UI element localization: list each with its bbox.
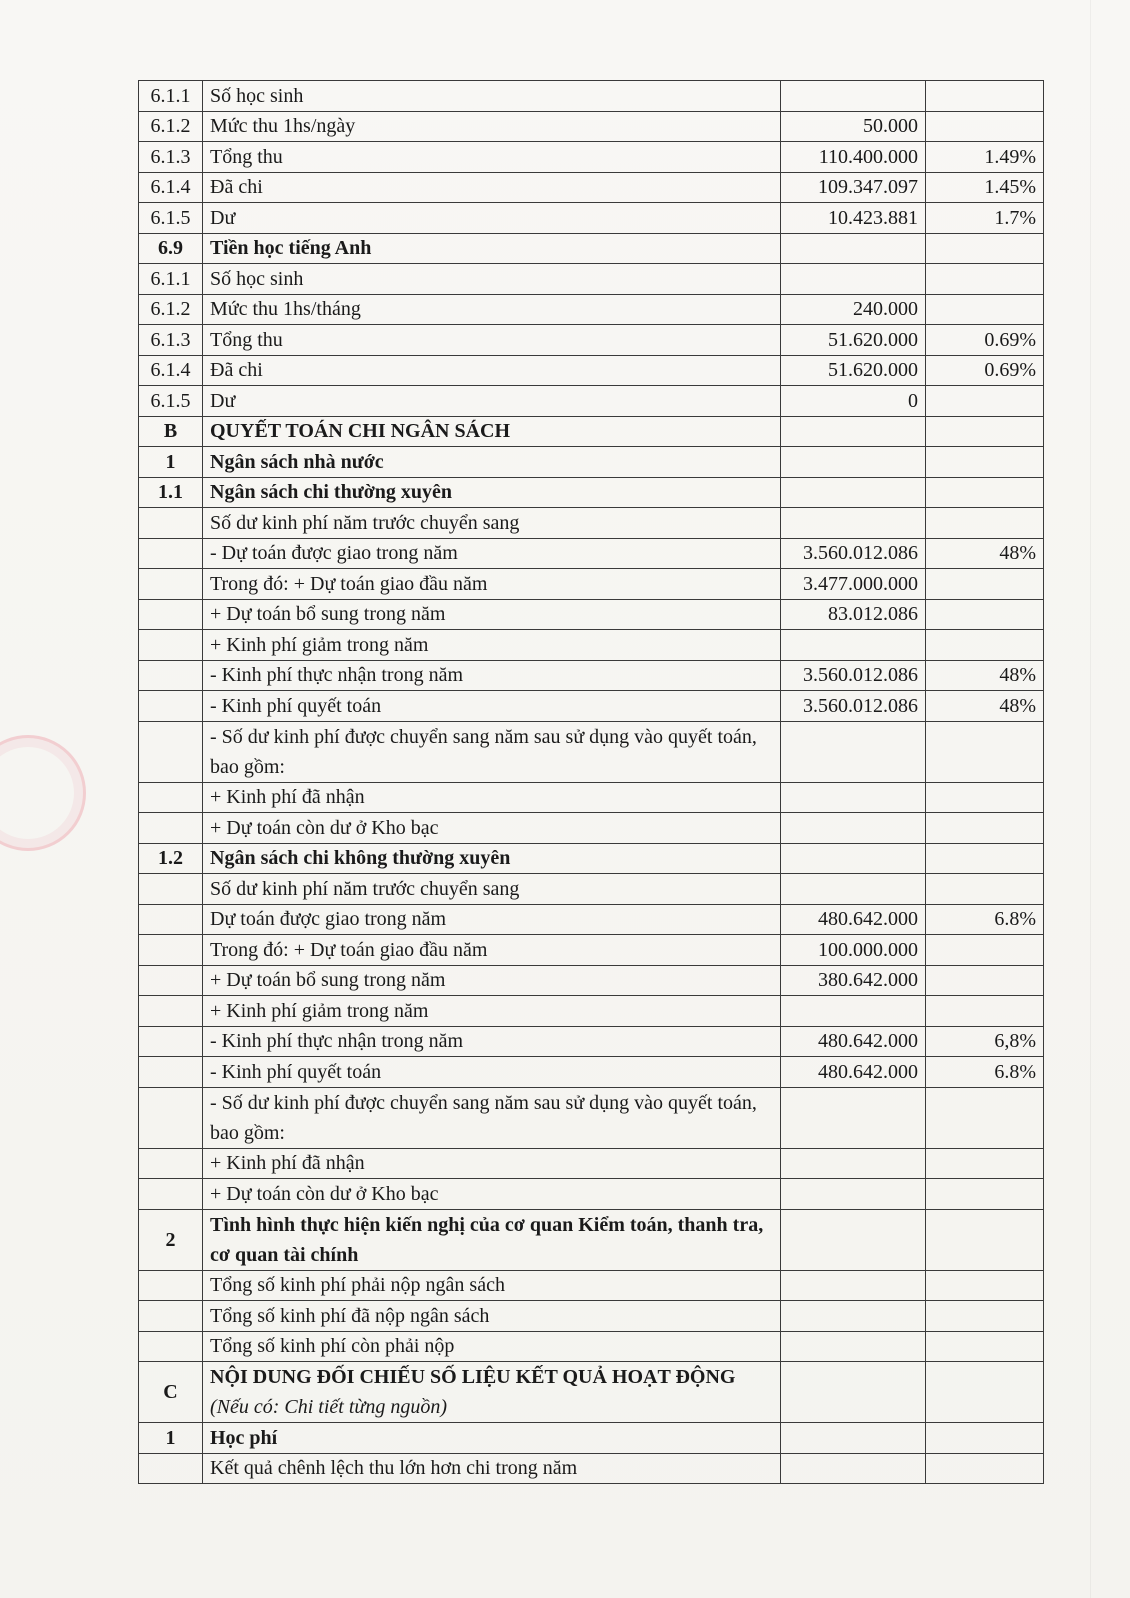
row-label-text: Ngân sách chi không thường xuyên	[210, 847, 511, 869]
row-amount	[781, 81, 926, 112]
row-label-text: QUYẾT TOÁN CHI NGÂN SÁCH	[210, 420, 511, 442]
row-label-text: - Số dư kinh phí được chuyển sang năm sau sử dụng vào quyết toán, bao gồm:	[210, 725, 757, 778]
row-label	[203, 386, 781, 417]
row-label	[203, 233, 781, 264]
budget-settlement-table	[138, 80, 1044, 1484]
row-percent	[926, 1331, 1044, 1362]
row-amount: 110.400.000	[781, 142, 926, 173]
row-percent: 1.49%	[926, 142, 1044, 173]
row-amount: 480.642.000	[781, 904, 926, 935]
table-row	[139, 172, 1044, 203]
table-row	[139, 81, 1044, 112]
page-fold-shadow	[1090, 0, 1091, 1598]
row-amount: 51.620.000	[781, 325, 926, 356]
table-row	[139, 935, 1044, 966]
table-row	[139, 691, 1044, 722]
row-percent: 1.45%	[926, 172, 1044, 203]
row-amount	[781, 1301, 926, 1332]
row-label-text: Dư	[210, 389, 236, 412]
row-code	[139, 935, 203, 966]
table-row	[139, 813, 1044, 844]
table-row	[139, 386, 1044, 417]
row-label-text: + Dự toán bổ sung trong năm	[210, 969, 446, 991]
row-percent	[926, 81, 1044, 112]
row-code	[139, 996, 203, 1027]
row-code	[139, 1057, 203, 1088]
row-percent	[926, 1301, 1044, 1332]
row-label-text: - Kinh phí quyết toán	[210, 694, 382, 717]
row-amount	[781, 843, 926, 874]
table-row	[139, 1453, 1044, 1484]
row-code: 6.1.2	[139, 294, 203, 325]
row-code	[139, 1301, 203, 1332]
row-amount: 10.423.881	[781, 203, 926, 234]
table-row	[139, 538, 1044, 569]
row-amount	[781, 813, 926, 844]
row-label	[203, 264, 781, 295]
row-code	[139, 904, 203, 935]
table-row	[139, 1087, 1044, 1148]
row-code: 6.1.3	[139, 142, 203, 173]
row-label-text: Tổng số kinh phí còn phải nộp	[210, 1335, 455, 1357]
row-amount	[781, 1270, 926, 1301]
row-code	[139, 538, 203, 569]
row-amount: 480.642.000	[781, 1026, 926, 1057]
row-label-text: + Dự toán còn dư ở Kho bạc	[210, 816, 439, 839]
row-amount	[781, 1423, 926, 1454]
row-label	[203, 721, 781, 782]
row-amount: 480.642.000	[781, 1057, 926, 1088]
table-row	[139, 569, 1044, 600]
row-percent	[926, 386, 1044, 417]
row-amount	[781, 1148, 926, 1179]
row-label	[203, 1331, 781, 1362]
row-amount	[781, 1362, 926, 1423]
row-label	[203, 1026, 781, 1057]
row-amount: 3.560.012.086	[781, 660, 926, 691]
table-row	[139, 1301, 1044, 1332]
table-row	[139, 1362, 1044, 1423]
row-amount: 240.000	[781, 294, 926, 325]
row-code	[139, 721, 203, 782]
row-label-text: Tổng thu	[210, 328, 283, 351]
row-amount: 0	[781, 386, 926, 417]
table-row	[139, 1423, 1044, 1454]
row-label-note: (Nếu có: Chi tiết từng nguồn)	[210, 1396, 447, 1418]
row-percent: 6.8%	[926, 904, 1044, 935]
row-code	[139, 965, 203, 996]
row-percent	[926, 1453, 1044, 1484]
table-row	[139, 660, 1044, 691]
row-code: 1.2	[139, 843, 203, 874]
row-label	[203, 416, 781, 447]
row-code	[139, 782, 203, 813]
row-label-text: Số học sinh	[210, 267, 304, 290]
table-row	[139, 142, 1044, 173]
table-row	[139, 447, 1044, 478]
row-label	[203, 1362, 781, 1423]
table-row	[139, 721, 1044, 782]
row-percent: 48%	[926, 660, 1044, 691]
table-row	[139, 904, 1044, 935]
row-amount: 3.560.012.086	[781, 538, 926, 569]
table-row	[139, 599, 1044, 630]
row-amount: 100.000.000	[781, 935, 926, 966]
row-label	[203, 172, 781, 203]
row-amount: 3.560.012.086	[781, 691, 926, 722]
row-amount	[781, 1209, 926, 1270]
row-percent	[926, 996, 1044, 1027]
row-code	[139, 508, 203, 539]
row-percent	[926, 843, 1044, 874]
row-code: 6.1.2	[139, 111, 203, 142]
row-percent: 1.7%	[926, 203, 1044, 234]
table-body	[139, 81, 1044, 1484]
row-code: 6.1.1	[139, 264, 203, 295]
row-amount	[781, 264, 926, 295]
row-label	[203, 447, 781, 478]
table-row	[139, 233, 1044, 264]
row-percent	[926, 111, 1044, 142]
row-amount	[781, 233, 926, 264]
row-percent	[926, 813, 1044, 844]
row-percent	[926, 599, 1044, 630]
row-amount	[781, 416, 926, 447]
table-row	[139, 1148, 1044, 1179]
row-percent	[926, 1148, 1044, 1179]
row-percent	[926, 1179, 1044, 1210]
row-label-text: Đã chi	[210, 176, 263, 198]
row-label	[203, 782, 781, 813]
row-percent	[926, 721, 1044, 782]
row-percent	[926, 233, 1044, 264]
row-label	[203, 996, 781, 1027]
row-percent: 6.8%	[926, 1057, 1044, 1088]
row-label-text: Mức thu 1hs/tháng	[210, 298, 361, 320]
row-percent	[926, 874, 1044, 905]
row-label	[203, 508, 781, 539]
row-label-text: Số học sinh	[210, 84, 304, 107]
row-amount	[781, 782, 926, 813]
row-label	[203, 965, 781, 996]
row-label	[203, 203, 781, 234]
row-amount	[781, 630, 926, 661]
row-label	[203, 1301, 781, 1332]
row-code: 1	[139, 447, 203, 478]
row-code: 6.9	[139, 233, 203, 264]
row-code	[139, 630, 203, 661]
row-label	[203, 1148, 781, 1179]
row-label-text: Đã chi	[210, 359, 263, 381]
row-label	[203, 355, 781, 386]
row-code	[139, 599, 203, 630]
table-row	[139, 325, 1044, 356]
row-label-text: - Số dư kinh phí được chuyển sang năm sau sử dụng vào quyết toán, bao gồm:	[210, 1091, 757, 1144]
row-label	[203, 569, 781, 600]
row-code: 2	[139, 1209, 203, 1270]
table-row	[139, 1331, 1044, 1362]
row-code	[139, 1087, 203, 1148]
row-label-text: + Kinh phí đã nhận	[210, 786, 365, 808]
row-amount	[781, 874, 926, 905]
row-percent	[926, 630, 1044, 661]
row-label-text: + Dự toán bổ sung trong năm	[210, 603, 446, 625]
row-code	[139, 1331, 203, 1362]
row-code	[139, 569, 203, 600]
row-label	[203, 1209, 781, 1270]
table-row	[139, 1026, 1044, 1057]
row-label	[203, 1453, 781, 1484]
table-row	[139, 416, 1044, 447]
row-code	[139, 1270, 203, 1301]
row-code	[139, 691, 203, 722]
row-code: 6.1.4	[139, 355, 203, 386]
row-amount: 380.642.000	[781, 965, 926, 996]
row-percent	[926, 294, 1044, 325]
row-label	[203, 538, 781, 569]
row-amount	[781, 1087, 926, 1148]
table-row	[139, 965, 1044, 996]
row-label-text: Ngân sách chi thường xuyên	[210, 481, 453, 503]
row-label-text: NỘI DUNG ĐỐI CHIẾU SỐ LIỆU KẾT QUẢ HOẠT ĐỘNG	[210, 1366, 736, 1388]
row-label-text: Kết quả chênh lệch thu lớn hơn chi trong năm	[210, 1457, 578, 1479]
row-code	[139, 660, 203, 691]
table-row	[139, 996, 1044, 1027]
row-label	[203, 325, 781, 356]
row-percent: 6,8%	[926, 1026, 1044, 1057]
row-label-text: Mức thu 1hs/ngày	[210, 115, 356, 137]
row-label	[203, 1423, 781, 1454]
table-row	[139, 264, 1044, 295]
row-percent: 0.69%	[926, 325, 1044, 356]
row-percent	[926, 1270, 1044, 1301]
row-label-text: Tổng thu	[210, 145, 283, 168]
row-code: 1.1	[139, 477, 203, 508]
row-label	[203, 660, 781, 691]
table-row	[139, 1057, 1044, 1088]
row-label	[203, 1087, 781, 1148]
row-label	[203, 691, 781, 722]
row-amount	[781, 477, 926, 508]
row-code: B	[139, 416, 203, 447]
row-label-text: Ngân sách nhà nước	[210, 450, 384, 473]
row-label	[203, 630, 781, 661]
row-label	[203, 874, 781, 905]
row-percent: 48%	[926, 691, 1044, 722]
table-row	[139, 294, 1044, 325]
row-code: 1	[139, 1423, 203, 1454]
row-label-text: + Kinh phí đã nhận	[210, 1152, 365, 1174]
row-amount	[781, 1331, 926, 1362]
row-amount: 3.477.000.000	[781, 569, 926, 600]
row-label-text: Tình hình thực hiện kiến nghị của cơ quan Kiểm toán, thanh tra, cơ quan tài chính	[210, 1213, 764, 1266]
row-label	[203, 477, 781, 508]
row-code	[139, 1148, 203, 1179]
table-row	[139, 508, 1044, 539]
row-percent	[926, 1087, 1044, 1148]
row-label	[203, 1179, 781, 1210]
row-code: 6.1.3	[139, 325, 203, 356]
row-code: 6.1.1	[139, 81, 203, 112]
row-amount: 83.012.086	[781, 599, 926, 630]
row-label-text: Trong đó: + Dự toán giao đầu năm	[210, 938, 488, 961]
row-amount: 51.620.000	[781, 355, 926, 386]
row-label-text: - Dự toán được giao trong năm	[210, 542, 458, 564]
row-label	[203, 813, 781, 844]
row-percent	[926, 508, 1044, 539]
row-label-text: Số dư kinh phí năm trước chuyển sang	[210, 877, 520, 900]
row-label-text: Trong đó: + Dự toán giao đầu năm	[210, 572, 488, 595]
row-code	[139, 874, 203, 905]
row-label-text: Tổng số kinh phí đã nộp ngân sách	[210, 1304, 490, 1327]
row-amount	[781, 1179, 926, 1210]
row-percent: 0.69%	[926, 355, 1044, 386]
row-label-text: Tổng số kinh phí phải nộp ngân sách	[210, 1274, 505, 1296]
row-percent	[926, 965, 1044, 996]
row-percent	[926, 935, 1044, 966]
row-label	[203, 1057, 781, 1088]
row-label-text: Số dư kinh phí năm trước chuyển sang	[210, 511, 520, 534]
row-code	[139, 1179, 203, 1210]
row-label-text: - Kinh phí quyết toán	[210, 1060, 382, 1083]
row-percent	[926, 1209, 1044, 1270]
row-label-text: Tiền học tiếng Anh	[210, 237, 372, 259]
row-code	[139, 813, 203, 844]
row-code: C	[139, 1362, 203, 1423]
row-label-text: + Kinh phí giảm trong năm	[210, 633, 429, 656]
row-amount	[781, 996, 926, 1027]
table-row	[139, 630, 1044, 661]
table-row	[139, 477, 1044, 508]
table-row	[139, 782, 1044, 813]
row-label	[203, 935, 781, 966]
row-code	[139, 1453, 203, 1484]
row-amount	[781, 721, 926, 782]
row-code	[139, 1026, 203, 1057]
table-row	[139, 843, 1044, 874]
row-code: 6.1.4	[139, 172, 203, 203]
row-amount: 109.347.097	[781, 172, 926, 203]
row-percent	[926, 1423, 1044, 1454]
row-label-text: - Kinh phí thực nhận trong năm	[210, 664, 464, 686]
row-amount	[781, 508, 926, 539]
row-code: 6.1.5	[139, 203, 203, 234]
row-label	[203, 599, 781, 630]
table-row	[139, 1209, 1044, 1270]
row-label	[203, 142, 781, 173]
row-percent	[926, 1362, 1044, 1423]
row-percent	[926, 447, 1044, 478]
row-percent	[926, 264, 1044, 295]
row-percent: 48%	[926, 538, 1044, 569]
row-amount	[781, 1453, 926, 1484]
row-label	[203, 904, 781, 935]
red-stamp-seal	[0, 735, 86, 851]
row-amount: 50.000	[781, 111, 926, 142]
row-label-text: Dư	[210, 206, 236, 229]
row-label	[203, 1270, 781, 1301]
row-label-text: Học phí	[210, 1426, 278, 1449]
row-label	[203, 294, 781, 325]
row-label	[203, 111, 781, 142]
table-row	[139, 1270, 1044, 1301]
row-percent	[926, 569, 1044, 600]
row-code: 6.1.5	[139, 386, 203, 417]
row-percent	[926, 782, 1044, 813]
row-label-text: Dự toán được giao trong năm	[210, 908, 447, 930]
row-label	[203, 81, 781, 112]
table-row	[139, 1179, 1044, 1210]
row-label-text: + Dự toán còn dư ở Kho bạc	[210, 1182, 439, 1205]
table-row	[139, 874, 1044, 905]
table-row	[139, 203, 1044, 234]
table-row	[139, 111, 1044, 142]
row-label-text: + Kinh phí giảm trong năm	[210, 999, 429, 1022]
row-label-text: - Kinh phí thực nhận trong năm	[210, 1030, 464, 1052]
row-percent	[926, 477, 1044, 508]
table-row	[139, 355, 1044, 386]
row-percent	[926, 416, 1044, 447]
row-label	[203, 843, 781, 874]
row-amount	[781, 447, 926, 478]
